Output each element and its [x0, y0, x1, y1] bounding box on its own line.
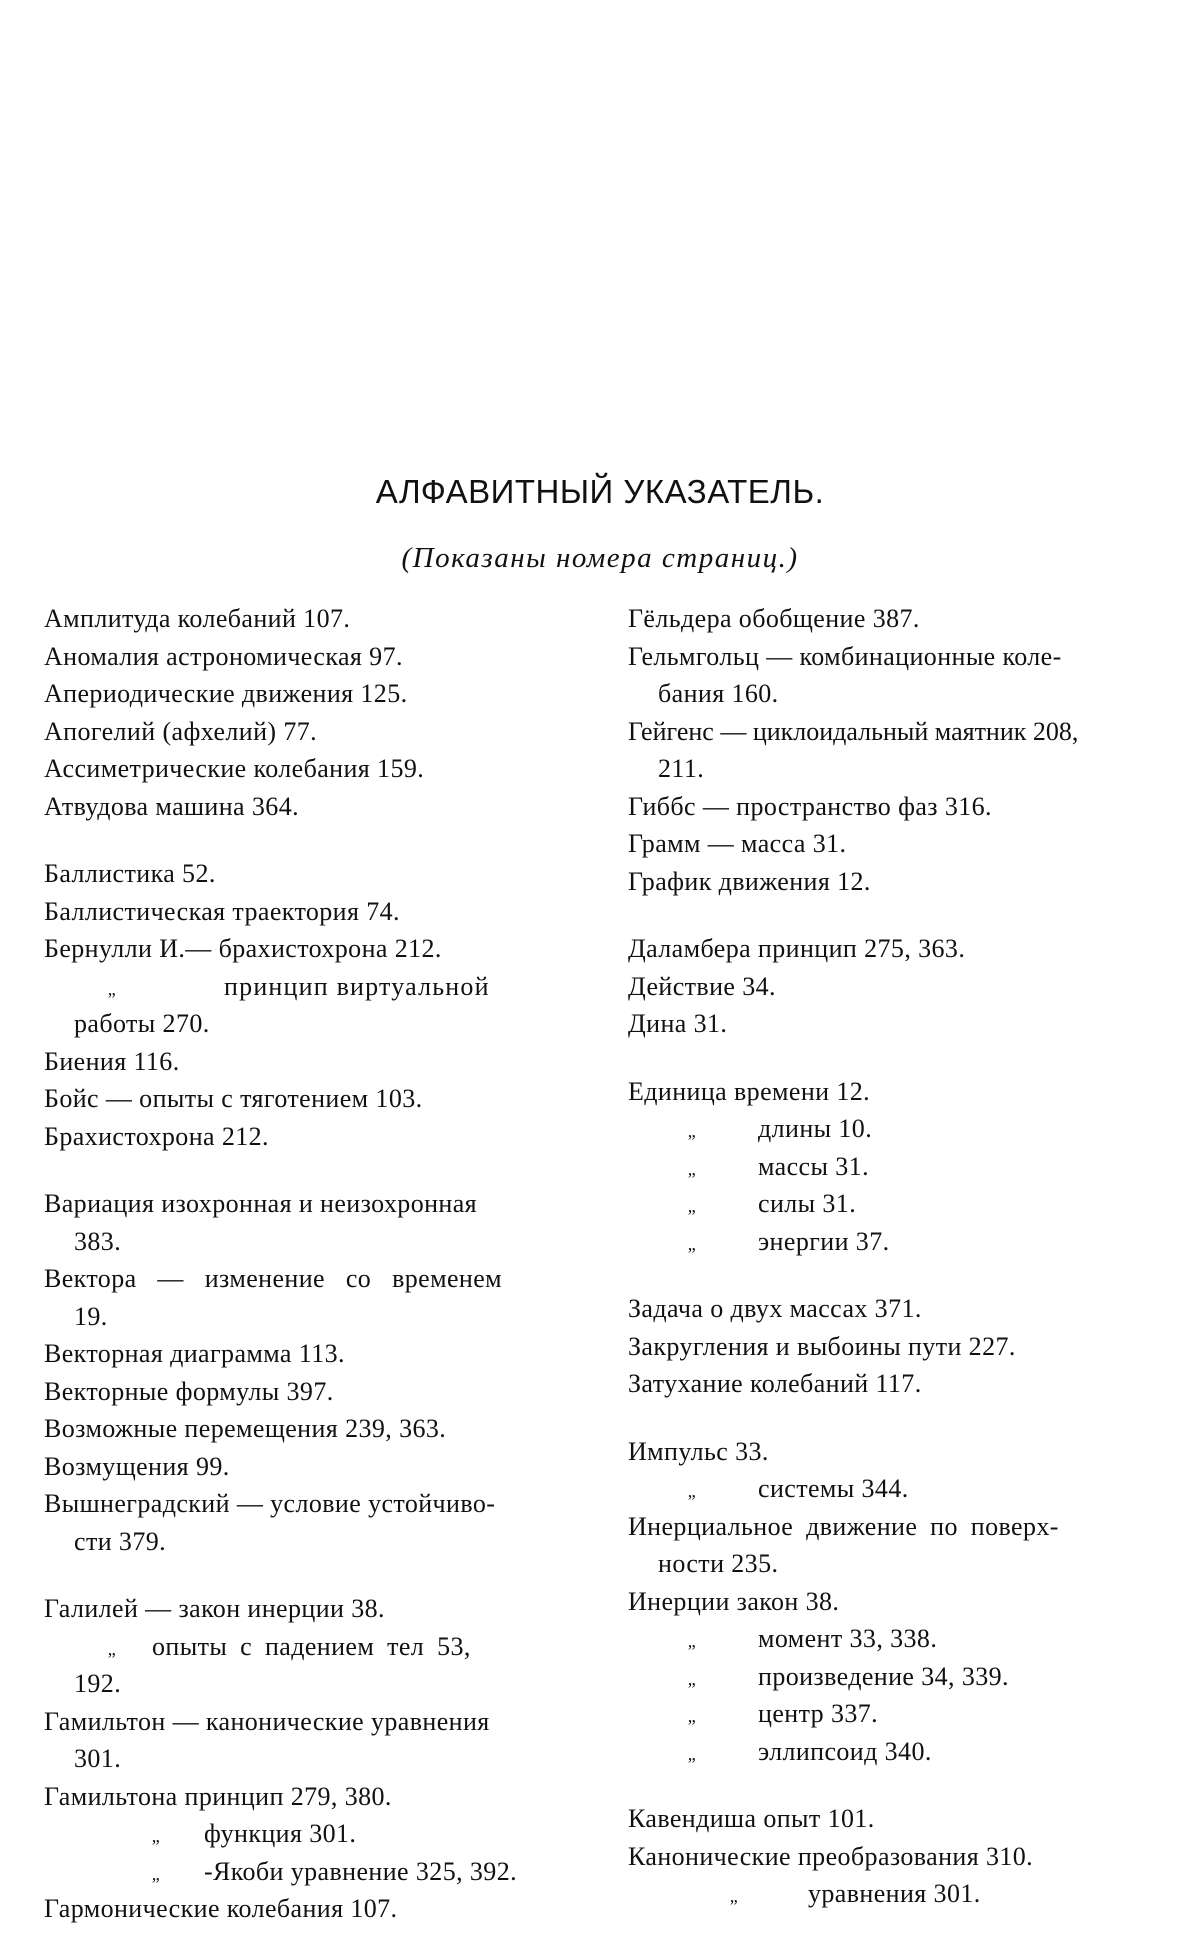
section-gap	[44, 825, 584, 855]
index-entry: Бойс — опыты с тяготением 103.	[44, 1084, 423, 1113]
index-entry: Даламбера принцип 275, 363.	[628, 934, 966, 963]
ditto-mark: „	[687, 1121, 697, 1141]
index-entry: Биения 116.	[44, 1046, 180, 1076]
index-entry-continuation: 301.	[74, 1744, 122, 1773]
index-subentry	[44, 1628, 584, 1666]
index-subentry	[628, 1620, 1173, 1658]
index-subentry-text: момент 33, 338.	[758, 1624, 938, 1653]
index-entry: Гиббс — пространство фаз 316.	[628, 791, 992, 821]
ditto-mark: „	[687, 1481, 697, 1501]
index-entry: Галилей — закон инерции 38.	[44, 1594, 385, 1623]
index-subentry-text: массы 31.	[758, 1151, 869, 1181]
index-entry: Брахистохрона 212.	[44, 1121, 269, 1151]
index-entry: Гёльдера обобщение 387.	[628, 604, 920, 633]
index-entry-continuation: ности 235.	[658, 1549, 779, 1578]
index-subentry-text: энергии 37.	[758, 1226, 890, 1256]
index-entry: Гамильтона принцип 279, 380.	[44, 1781, 392, 1811]
index-subentry-text: центр 337.	[758, 1699, 879, 1728]
index-subentry	[628, 1733, 1173, 1771]
index-entry: Задача о двух массах 371.	[628, 1294, 922, 1323]
index-subentry	[628, 1470, 1173, 1508]
ditto-mark: „	[687, 1158, 697, 1179]
index-entry: Гельмгольц — комбинационные коле-	[628, 641, 1062, 671]
index-entry: Аномалия астрономическая 97.	[44, 641, 403, 671]
index-subentry	[628, 1148, 1173, 1186]
index-entry: Гейгенс — циклоидальный маятник 208,	[628, 716, 1079, 746]
index-subentry-text: принцип виртуальной	[224, 971, 490, 1001]
index-entry: Возможные перемещения 239, 363.	[44, 1414, 447, 1443]
index-entry: Кавендиша опыт 101.	[628, 1804, 875, 1833]
index-subentry	[628, 1875, 1173, 1913]
section-gap	[628, 1403, 1173, 1433]
section-gap	[628, 1260, 1173, 1290]
index-entry: Инерциальное движение по поверх-	[628, 1511, 1059, 1541]
index-entry-continuation: бания 160.	[658, 679, 779, 708]
index-subentry	[44, 968, 584, 1006]
index-subentry	[628, 1658, 1173, 1696]
index-subentry-text: -Якоби уравнение 325, 392.	[204, 1856, 517, 1886]
ditto-mark: „	[687, 1196, 697, 1216]
ditto-mark: „	[729, 1886, 739, 1906]
index-entry: Вектора — изменение со временем	[44, 1264, 503, 1293]
ditto-mark: „	[687, 1706, 697, 1726]
index-entry: Инерции закон 38.	[628, 1586, 840, 1616]
ditto-mark: „	[687, 1743, 697, 1764]
index-subentry	[628, 1223, 1173, 1261]
index-entry: Гармонические колебания 107.	[44, 1894, 398, 1923]
index-entry-continuation: 19.	[74, 1301, 108, 1331]
index-subentry	[44, 1815, 584, 1853]
page-title: АЛФАВИТНЫЙ УКАЗАТЕЛЬ.	[375, 473, 825, 510]
index-subentry-text: опыты с падением тел 53,	[152, 1631, 471, 1661]
index-subentry	[628, 1185, 1173, 1223]
index-entry: Единица времени 12.	[628, 1076, 871, 1106]
index-entry: Апериодические движения 125.	[44, 679, 408, 708]
index-entry: Затухание колебаний 117.	[628, 1369, 922, 1398]
index-entry: Векторные формулы 397.	[44, 1376, 334, 1406]
index-entry-continuation: 192.	[74, 1669, 122, 1698]
index-subentry	[628, 1110, 1173, 1148]
index-entry: Закругления и выбоины пути 227.	[628, 1331, 1016, 1361]
index-entry: Баллистическая траектория 74.	[44, 896, 400, 926]
index-subentry-text: силы 31.	[758, 1189, 857, 1218]
ditto-mark: „	[687, 1631, 697, 1651]
section-gap	[628, 900, 1173, 930]
index-entry-continuation: 383.	[74, 1226, 122, 1256]
ditto-mark: „	[107, 978, 117, 999]
index-entry: Баллистика 52.	[44, 859, 216, 888]
index-entry: Импульс 33.	[628, 1436, 769, 1466]
index-right-column	[628, 600, 1173, 1913]
index-entry: Вышнеградский — условие устойчиво-	[44, 1489, 496, 1518]
index-subentry	[44, 1853, 584, 1891]
index-subentry	[628, 1695, 1173, 1733]
index-entry-continuation: 211.	[658, 754, 705, 783]
section-gap	[628, 1770, 1173, 1800]
index-entry: Векторная диаграмма 113.	[44, 1339, 345, 1368]
ditto-mark: „	[151, 1863, 161, 1884]
index-entry: Апогелий (афхелий) 77.	[44, 716, 318, 746]
index-entry: Канонические преобразования 310.	[628, 1841, 1034, 1871]
index-entry: Ассиметрические колебания 159.	[44, 754, 425, 783]
ditto-mark: „	[107, 1638, 117, 1659]
index-subentry-text: системы 344.	[758, 1474, 909, 1503]
section-gap	[44, 1155, 584, 1185]
index-entry-continuation: работы 270.	[74, 1009, 210, 1038]
ditto-mark: „	[687, 1233, 697, 1254]
index-entry: Атвудова машина 364.	[44, 791, 299, 821]
index-left-column	[44, 600, 584, 1928]
index-subentry-text: длины 10.	[758, 1114, 873, 1143]
index-subentry-text: уравнения 301.	[808, 1879, 981, 1908]
index-entry: Амплитуда колебаний 107.	[44, 604, 351, 633]
index-subentry-text: функция 301.	[204, 1819, 357, 1848]
ditto-mark: „	[151, 1826, 161, 1846]
index-entry: Вариация изохронная и неизохронная	[44, 1189, 478, 1218]
index-entry: Действие 34.	[628, 971, 776, 1001]
index-subentry-text: произведение 34, 339.	[758, 1661, 1009, 1691]
index-entry-continuation: сти 379.	[74, 1526, 167, 1556]
ditto-mark: „	[687, 1668, 697, 1689]
index-subentry-text: эллипсоид 340.	[758, 1736, 932, 1766]
index-entry: График движения 12.	[628, 866, 871, 896]
index-entry: Дина 31.	[628, 1009, 728, 1038]
index-entry: Грамм — масса 31.	[628, 829, 847, 858]
index-entry: Гамильтон — канонические уравнения	[44, 1706, 490, 1736]
page-subtitle: (Показаны номера страниц.)	[401, 542, 799, 574]
section-gap	[44, 1560, 584, 1590]
index-entry: Бернулли И.— брахистохрона 212.	[44, 934, 442, 963]
index-entry: Возмущения 99.	[44, 1451, 230, 1481]
section-gap	[628, 1043, 1173, 1073]
